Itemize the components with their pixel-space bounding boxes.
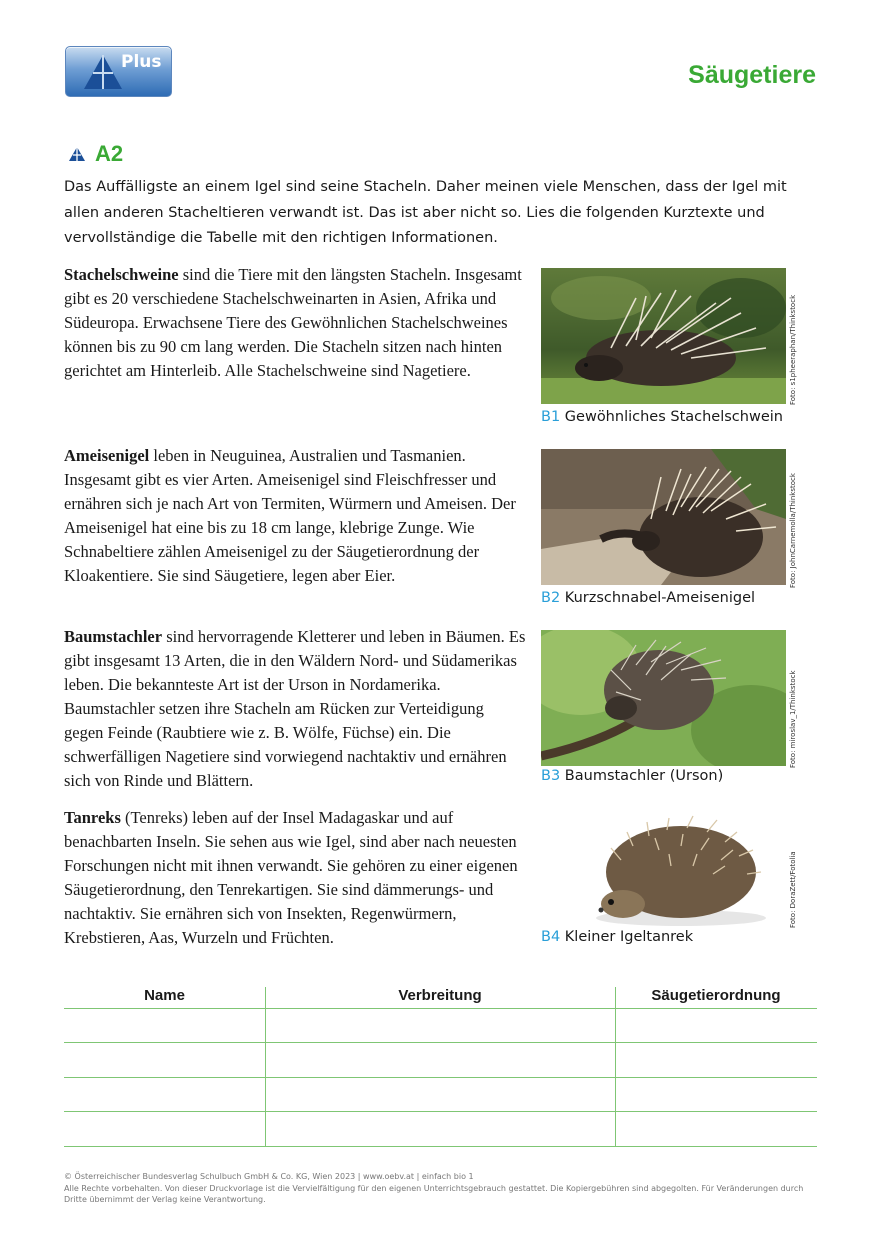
figure-number: B3	[541, 768, 561, 784]
caption-b4	[541, 929, 693, 945]
column-header-verbreitung: Verbreitung	[398, 987, 482, 1004]
answer-cell[interactable]	[266, 1112, 615, 1146]
paragraph-ameisenigel	[64, 444, 526, 588]
answer-cell[interactable]	[64, 1112, 265, 1146]
term: Tanreks	[64, 808, 121, 827]
figure-number: B1	[541, 409, 561, 425]
term: Ameisenigel	[64, 446, 150, 465]
paragraph-stachelschweine	[64, 263, 526, 383]
answer-cell[interactable]	[64, 1078, 265, 1111]
figure-caption: Kurzschnabel-Ameisenigel	[564, 590, 756, 606]
photo-porcupine	[541, 268, 786, 404]
figure-caption: Kleiner Igeltanrek	[564, 929, 694, 945]
photo-credit: Foto: JohnCarnemolla/Thinkstock	[789, 473, 797, 588]
plus-logo	[65, 46, 172, 97]
figure-number: B2	[541, 590, 561, 606]
task-triangle-icon	[68, 146, 86, 162]
answer-cell[interactable]	[64, 1009, 265, 1042]
column-header-name: Name	[144, 987, 185, 1004]
figure-caption: Gewöhnliches Stachelschwein	[564, 409, 783, 425]
figure-caption: Baumstachler (Urson)	[564, 768, 724, 784]
task-intro: Das Auffälligste an einem Igel sind seine Stacheln. Daher meinen viele Menschen, dass der Igel mit allen anderen Stacheltieren verwandt ist. Das ist aber nicht so. Lies die folgenden Kurztexte und vervollständige die Tabelle mit den richtigen Informationen.	[64, 179, 787, 246]
triangle-logo-icon	[82, 53, 124, 91]
page-title: Säugetiere	[688, 61, 816, 89]
paragraph-text: sind die Tiere mit den längsten Stacheln. Insgesamt gibt es 20 verschiedene Stachelschweinarten in Asien, Afrika und Südeuropa. Erwachsene Tiere des Gewöhnlichen Stachelschweines können bis zu 90 cm lang werden. Die Stacheln sitzen nach hinten gerichtet am Hinterleib. Alle Stachelschweine sind Nagetiere.	[64, 265, 522, 380]
answer-cell[interactable]	[266, 1078, 615, 1111]
photo-credit: Foto: miroslav_1/Thinkstock	[789, 670, 797, 768]
footer-rights: Alle Rechte vorbehalten. Von dieser Druckvorlage ist die Vervielfältigung für den eigenen Unterrichtsgebrauch gestattet. Die Kopiergebühren sind abgegolten. Für Veränderungen durch Dritte übernimmt der Verlag keine Verantwortung.	[64, 1183, 804, 1204]
caption-b2	[541, 590, 755, 606]
photo-credit: Foto: DoraZett/Fotolia	[789, 851, 797, 928]
paragraph-text: (Tenreks) leben auf der Insel Madagaskar und auf benachbarten Inseln. Sie sehen aus wie Igel, sind aber nach neuesten Forschungen nicht mit ihnen verwandt. Sie gehören zu einer eigenen Säugetierordnung, den Tenrekartigen. Sie sind dämmerungs- und nachtaktiv. Sie ernähren sich von Insekten, Regenwürmern, Krebstieren, Aas, Wurzeln und Früchten.	[64, 808, 518, 947]
row-line	[64, 1146, 817, 1147]
footer-copyright: © Österreichischer Bundesverlag Schulbuch GmbH & Co. KG, Wien 2023 | www.oebv.at | einfach bio 1	[64, 1172, 474, 1181]
answer-cell[interactable]	[616, 1112, 817, 1146]
paragraph-text: sind hervorragende Kletterer und leben in Bäumen. Es gibt insgesamt 13 Arten, die in den Wäldern Nord- und Südamerikas leben. Die bekannteste Art ist der Urson in Nordamerika. Baumstachler setzen ihre Stacheln am Rücken zur Verteidigung gegen Feinde (Raubtiere wie z. B. Wölfe, Füchse) ein. Die schwerfälligen Nagetiere sind vorwiegend nachtaktiv und ernähren sich von Rinde und Blättern.	[64, 627, 526, 790]
photo-tenrec	[541, 810, 786, 946]
answer-cell[interactable]	[616, 1043, 817, 1077]
caption-b3	[541, 768, 723, 784]
column-header-saeugetierordnung: Säugetierordnung	[651, 987, 781, 1004]
photo-tree-porcupine	[541, 630, 786, 766]
term: Stachelschweine	[64, 265, 179, 284]
logo-text: Plus	[121, 52, 162, 72]
task-label: A2	[95, 141, 124, 166]
paragraph-baumstachler	[64, 625, 526, 793]
figure-number: B4	[541, 929, 561, 945]
answer-cell[interactable]	[266, 1009, 615, 1042]
footer	[64, 1171, 824, 1206]
answer-cell[interactable]	[616, 1078, 817, 1111]
caption-b1	[541, 409, 783, 425]
paragraph-tanreks	[64, 806, 526, 950]
term: Baumstachler	[64, 627, 163, 646]
answer-cell[interactable]	[266, 1043, 615, 1077]
photo-credit: Foto: s1pheeraphan/Thinkstock	[789, 294, 797, 405]
answer-cell[interactable]	[64, 1043, 265, 1077]
paragraph-text: leben in Neuguinea, Australien und Tasmanien. Insgesamt gibt es vier Arten. Ameisenigel sind Fleischfresser und ernähren sich je nach Art von Termiten, Würmern und Ameisen. Der Ameisenigel hat eine bis zu 18 cm lange, klebrige Zunge. Wie Schnabeltiere zählen Ameisenigel zu der Säugetierordnung der Kloakentiere. Sie sind Säugetiere, legen aber Eier.	[64, 446, 516, 585]
answer-cell[interactable]	[616, 1009, 817, 1042]
answer-table	[64, 987, 817, 1147]
photo-echidna	[541, 449, 786, 585]
